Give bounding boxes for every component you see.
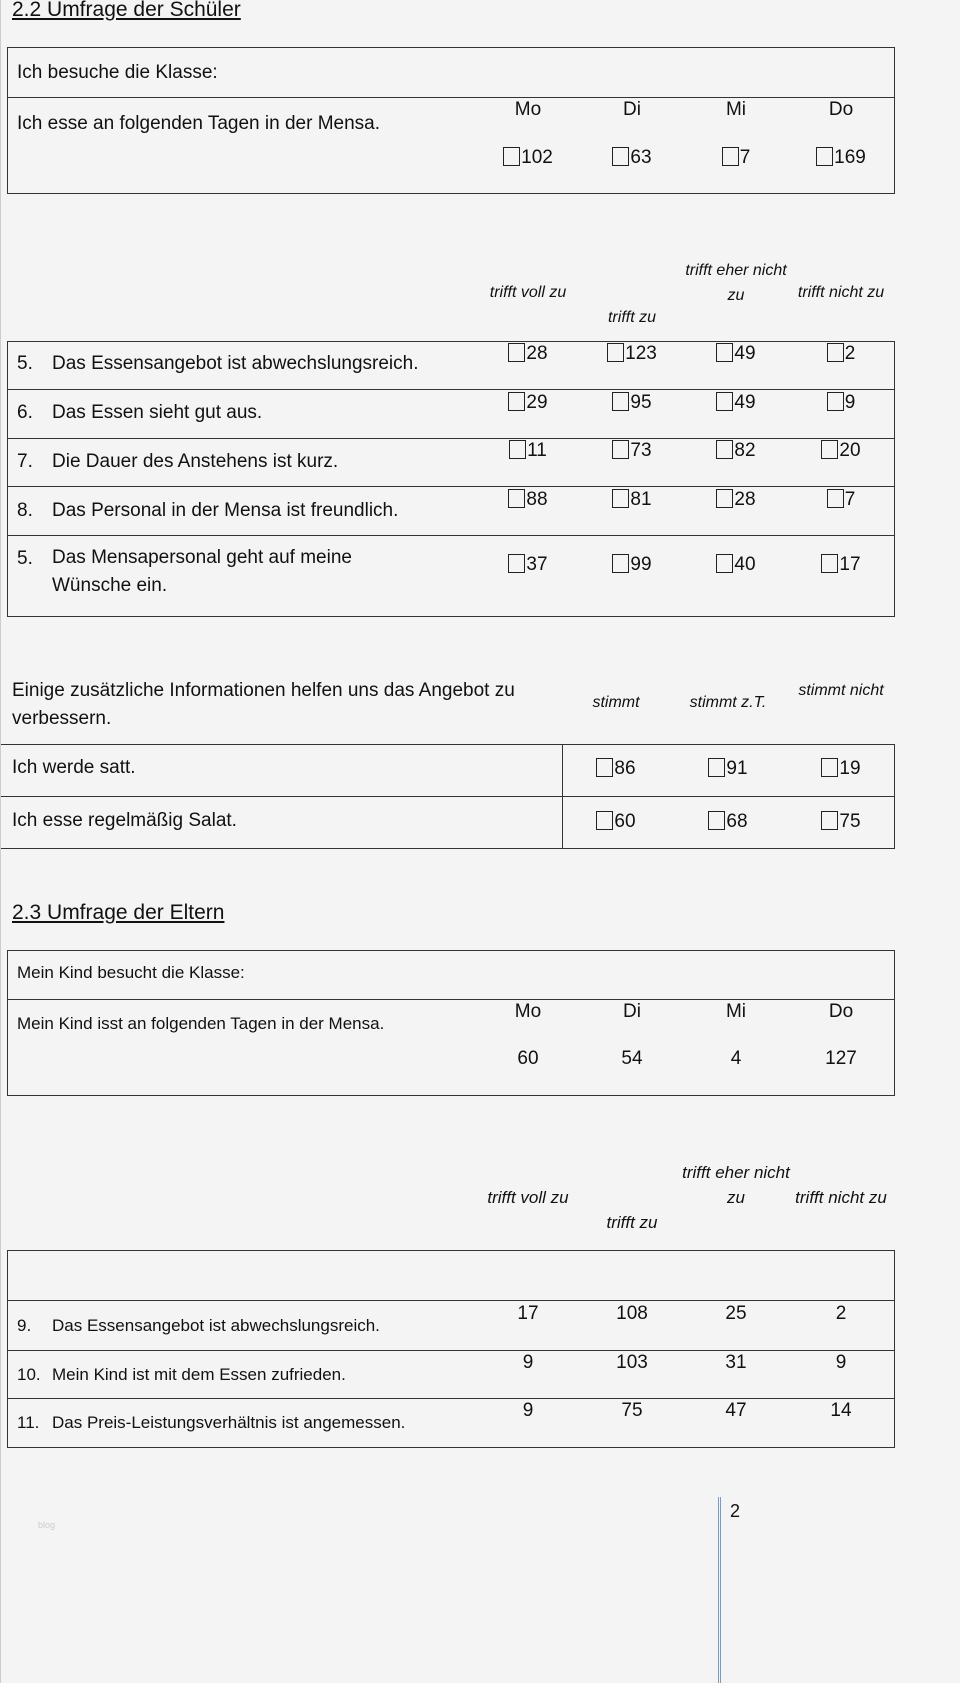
day-count: [791, 1048, 891, 1070]
row-divider: [7, 1350, 895, 1351]
days-question: Ich esse an folgenden Tagen in der Mensa.: [17, 113, 381, 134]
count-value: 91: [726, 758, 748, 779]
scale-label: trifft eher nicht zu: [682, 1163, 790, 1207]
day-count: [686, 147, 786, 169]
checkbox[interactable]: [596, 811, 613, 830]
row-divider: [7, 438, 895, 439]
count-value: 9: [835, 1352, 847, 1373]
day-label: Mo: [514, 1001, 542, 1022]
checkbox[interactable]: [509, 440, 526, 459]
count-value: 9: [844, 392, 856, 413]
divider: [1, 744, 895, 745]
count-value: 14: [830, 1400, 852, 1421]
count-value: 9: [522, 1400, 534, 1421]
extra-scale-label: stimmt: [592, 694, 640, 711]
row-divider: [7, 535, 895, 536]
class-label: Ich besuche die Klasse:: [17, 62, 218, 83]
count-value: 49: [734, 392, 756, 413]
day-count: [582, 147, 682, 169]
answer-count: [478, 440, 578, 462]
divider: [894, 744, 895, 848]
checkbox[interactable]: [612, 440, 629, 459]
count-value: 63: [630, 147, 652, 168]
statement-text: Das Mensapersonal geht auf meine Wünsche ein.: [52, 547, 352, 596]
day-count: [478, 1048, 578, 1070]
checkbox[interactable]: [821, 811, 838, 830]
day-label: Di: [623, 99, 641, 120]
row-divider: [7, 389, 895, 390]
answer-count: [791, 489, 891, 511]
extra-count: [791, 811, 891, 833]
checkbox[interactable]: [827, 392, 844, 411]
checkbox[interactable]: [607, 343, 624, 362]
count-value: 73: [630, 440, 652, 461]
answer-count: [582, 489, 682, 511]
extra-scale-label: stimmt nicht: [798, 682, 884, 699]
scale-label: trifft nicht zu: [797, 284, 885, 301]
checkbox[interactable]: [612, 489, 629, 508]
scale-label: trifft zu: [606, 1213, 658, 1232]
day-count: [686, 1048, 786, 1070]
answer-count: [582, 1303, 682, 1325]
checkbox[interactable]: [816, 147, 833, 166]
statement-text: Mein Kind ist mit dem Essen zufrieden.: [52, 1365, 346, 1384]
scale-label: trifft zu: [607, 309, 656, 326]
statement-text: Die Dauer des Anstehens ist kurz.: [52, 451, 339, 472]
count-value: 127: [825, 1048, 857, 1069]
checkbox[interactable]: [716, 489, 733, 508]
count-value: 31: [725, 1352, 747, 1373]
checkbox[interactable]: [708, 811, 725, 830]
answer-count: [686, 489, 786, 511]
statement-number: 7.: [17, 451, 33, 472]
statement-number: 6.: [17, 402, 33, 423]
scale-label: trifft nicht zu: [795, 1188, 887, 1207]
extra-scale-label: stimmt z.T.: [689, 694, 767, 711]
scale-label: trifft voll zu: [487, 1188, 569, 1207]
answer-count: [686, 554, 786, 576]
day-count: [582, 1048, 682, 1070]
checkbox[interactable]: [503, 147, 520, 166]
answer-count: [582, 392, 682, 414]
count-value: 47: [725, 1400, 747, 1421]
checkbox[interactable]: [596, 758, 613, 777]
checkbox[interactable]: [508, 554, 525, 573]
count-value: 9: [522, 1352, 534, 1373]
count-value: 99: [630, 554, 652, 575]
count-value: 81: [630, 489, 652, 510]
answer-count: [582, 1352, 682, 1374]
day-label: Mi: [725, 99, 747, 120]
count-value: 4: [730, 1048, 742, 1069]
day-label: Mi: [725, 1001, 747, 1022]
count-value: 86: [614, 758, 636, 779]
extra-row-text: Ich werde satt.: [12, 757, 136, 778]
count-value: 37: [526, 554, 548, 575]
answer-count: [582, 440, 682, 462]
day-label: Do: [828, 1001, 854, 1022]
count-value: 108: [616, 1303, 648, 1324]
day-count: [791, 147, 891, 169]
row-divider: [7, 1300, 895, 1301]
answer-count: [791, 1400, 891, 1422]
checkbox[interactable]: [827, 489, 844, 508]
extra-row-text: Ich esse regelmäßig Salat.: [12, 810, 237, 831]
checkbox[interactable]: [716, 343, 733, 362]
count-value: 75: [621, 1400, 643, 1421]
checkbox[interactable]: [612, 554, 629, 573]
answer-count: [478, 392, 578, 414]
count-value: 123: [625, 343, 657, 364]
checkbox[interactable]: [612, 392, 629, 411]
divider: [1, 848, 895, 849]
count-value: 103: [616, 1352, 648, 1373]
divider: [1, 796, 895, 797]
extra-count: [791, 758, 891, 780]
count-value: 40: [734, 554, 756, 575]
answer-count: [582, 554, 682, 576]
extra-count: [566, 758, 666, 780]
count-value: 75: [839, 811, 861, 832]
statement-number: 5.: [17, 548, 33, 569]
answer-count: [686, 392, 786, 414]
statement-number: 9.: [17, 1316, 32, 1335]
answer-count: [686, 440, 786, 462]
checkbox[interactable]: [508, 392, 525, 411]
extra-intro: Einige zusätzliche Informationen helfen uns das Angebot zu verbessern.: [12, 680, 515, 729]
checkbox[interactable]: [708, 758, 725, 777]
answer-count: [686, 1303, 786, 1325]
checkbox[interactable]: [821, 758, 838, 777]
page-number: 2: [730, 1501, 741, 1521]
checkbox[interactable]: [716, 440, 733, 459]
watermark: blog: [38, 1520, 56, 1530]
answer-count: [478, 343, 578, 365]
divider: [562, 744, 563, 848]
count-value: 88: [526, 489, 548, 510]
day-label: Do: [828, 99, 854, 120]
statement-text: Das Personal in der Mensa ist freundlich.: [52, 500, 399, 521]
answer-count: [478, 1400, 578, 1422]
statement-text: Das Essensangebot ist abwechslungsreich.: [52, 1316, 380, 1335]
checkbox[interactable]: [827, 343, 844, 362]
count-value: 17: [517, 1303, 539, 1324]
count-value: 29: [526, 392, 548, 413]
answer-count: [582, 343, 682, 365]
checkbox[interactable]: [722, 147, 739, 166]
answer-count: [791, 392, 891, 414]
footer-rule: [718, 1497, 721, 1683]
days-question: Mein Kind isst an folgenden Tagen in der Mensa.: [17, 1014, 385, 1033]
count-value: 54: [621, 1048, 643, 1069]
answer-count: [478, 554, 578, 576]
answer-count: [478, 1352, 578, 1374]
answer-count: [582, 1400, 682, 1422]
count-value: 82: [734, 440, 756, 461]
count-value: 28: [734, 489, 756, 510]
answer-count: [791, 554, 891, 576]
extra-count: [678, 811, 778, 833]
count-value: 2: [835, 1303, 847, 1324]
count-value: 7: [739, 147, 751, 168]
answer-count: [478, 1303, 578, 1325]
day-count: [478, 147, 578, 169]
statement-text: Das Essen sieht gut aus.: [52, 402, 263, 423]
checkbox[interactable]: [508, 489, 525, 508]
count-value: 68: [726, 811, 748, 832]
row-divider: [7, 486, 895, 487]
section-heading-parents: 2.3 Umfrage der Eltern: [12, 901, 225, 924]
answer-count: [686, 1400, 786, 1422]
count-value: 19: [839, 758, 861, 779]
day-label: Di: [623, 1001, 641, 1022]
count-value: 17: [839, 554, 861, 575]
checkbox[interactable]: [612, 147, 629, 166]
statement-number: 8.: [17, 500, 33, 521]
count-value: 102: [521, 147, 553, 168]
statement-number: 11.: [17, 1413, 40, 1432]
count-value: 11: [527, 440, 547, 461]
class-label: Mein Kind besucht die Klasse:: [17, 963, 245, 982]
checkbox[interactable]: [821, 440, 838, 459]
count-value: 60: [517, 1048, 539, 1069]
checkbox[interactable]: [508, 343, 525, 362]
answer-count: [686, 1352, 786, 1374]
checkbox[interactable]: [716, 554, 733, 573]
row-divider: [7, 1398, 895, 1399]
answer-count: [478, 489, 578, 511]
checkbox[interactable]: [821, 554, 838, 573]
section-heading-students: 2.2 Umfrage der Schüler: [12, 0, 241, 21]
scale-label: trifft voll zu: [489, 284, 567, 301]
day-label: Mo: [514, 99, 542, 120]
count-value: 95: [630, 392, 652, 413]
extra-count: [678, 758, 778, 780]
count-value: 28: [526, 343, 548, 364]
answer-count: [791, 1352, 891, 1374]
count-value: 7: [844, 489, 856, 510]
count-value: 169: [834, 147, 866, 168]
count-value: 25: [725, 1303, 747, 1324]
count-value: 60: [614, 811, 636, 832]
statement-number: 5.: [17, 353, 33, 374]
divider: [7, 999, 895, 1000]
count-value: 20: [839, 440, 861, 461]
extra-count: [566, 811, 666, 833]
count-value: 2: [844, 343, 856, 364]
scale-label: trifft eher nicht zu: [685, 262, 787, 304]
statement-text: Das Preis-Leistungsverhältnis ist angemessen.: [52, 1413, 406, 1432]
checkbox[interactable]: [716, 392, 733, 411]
statement-text: Das Essensangebot ist abwechslungsreich.: [52, 353, 419, 374]
answer-count: [791, 343, 891, 365]
answer-count: [791, 1303, 891, 1325]
answer-count: [791, 440, 891, 462]
answer-count: [686, 343, 786, 365]
statement-number: 10.: [17, 1365, 41, 1384]
count-value: 49: [734, 343, 756, 364]
divider: [7, 97, 895, 98]
